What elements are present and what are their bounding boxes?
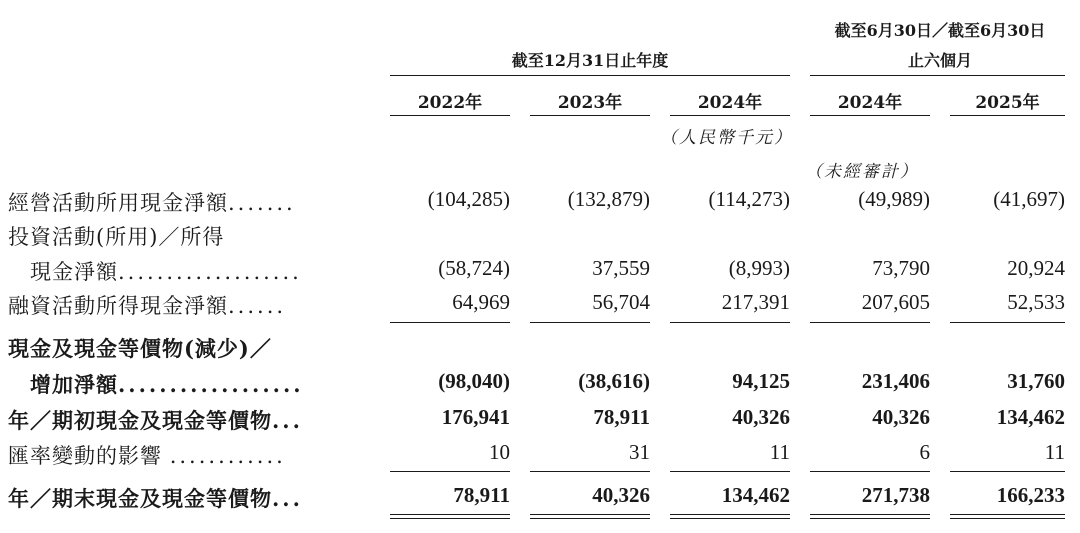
cell-closing-2024-annual: 134,462 xyxy=(721,483,790,507)
double-rule-bottom-2024-half xyxy=(810,518,930,519)
row-label-net-change-line1: 現金及現金等價物(減少)／ xyxy=(8,336,272,361)
column-rule-2025-half xyxy=(950,115,1065,116)
cell-investing-2023: 37,559 xyxy=(592,256,650,280)
column-header-2022: 2022年 xyxy=(417,93,483,113)
cell-operating-2025-half: (41,697) xyxy=(993,187,1065,211)
double-rule-bottom-2024-annual xyxy=(670,518,790,519)
cell-investing-2025-half: 20,924 xyxy=(1007,256,1065,280)
cell-fx-2022: 10 xyxy=(489,440,510,464)
column-rule-2024-half xyxy=(810,115,930,116)
half-year-group-rule xyxy=(810,75,1065,76)
row-label-operating-cash: 經營活動所用現金淨額....... xyxy=(8,191,296,215)
cell-net-change-2023: (38,616) xyxy=(578,369,650,393)
subtotal-rule-2024-half xyxy=(810,322,930,323)
cell-investing-2022: (58,724) xyxy=(438,256,510,280)
column-rule-2024-annual xyxy=(670,115,790,116)
cell-fx-2025-half: 11 xyxy=(1044,440,1065,464)
currency-note: （人民幣千元） xyxy=(660,128,793,148)
row-label-fx-effect: 匯率變動的影響 ............ xyxy=(8,444,286,468)
double-rule-top-2022 xyxy=(390,514,510,515)
subtotal-rule-2022 xyxy=(390,322,510,323)
cell-fx-2024-annual: 11 xyxy=(769,440,790,464)
cell-fx-2024-half: 6 xyxy=(919,440,930,464)
row-label-financing-cash: 融資活動所得現金淨額...... xyxy=(8,294,287,318)
subtotal-rule-2024-annual xyxy=(670,322,790,323)
cell-net-change-2024-annual: 94,125 xyxy=(732,369,790,393)
row-label-opening-balance: 年／期初現金及現金等價物... xyxy=(8,408,303,433)
cell-operating-2024-half: (49,989) xyxy=(858,187,930,211)
total-rule-2022 xyxy=(390,471,510,472)
cell-operating-2024-annual: (114,273) xyxy=(708,187,790,211)
double-rule-bottom-2023 xyxy=(530,518,650,519)
column-header-2024-annual: 2024年 xyxy=(697,93,763,113)
row-label-investing-cash: 現金淨額................... xyxy=(30,260,302,284)
row-label-net-change: 增加淨額.................. xyxy=(30,372,304,397)
cell-opening-2022: 176,941 xyxy=(441,405,510,429)
cell-investing-2024-annual: (8,993) xyxy=(728,256,790,280)
cell-closing-2023: 40,326 xyxy=(592,483,650,507)
cell-opening-2025-half: 134,462 xyxy=(996,405,1065,429)
cell-operating-2023: (132,879) xyxy=(567,187,650,211)
cell-financing-2023: 56,704 xyxy=(592,290,650,314)
cell-net-change-2022: (98,040) xyxy=(438,369,510,393)
column-header-2023: 2023年 xyxy=(557,93,623,113)
total-rule-2023 xyxy=(530,471,650,472)
column-rule-2023 xyxy=(530,115,650,116)
row-label-closing-balance: 年／期末現金及現金等價物... xyxy=(8,486,303,511)
annual-period-header: 截至12月31日止年度 xyxy=(511,51,669,70)
total-rule-2024-annual xyxy=(670,471,790,472)
unaudited-note: （未經審計） xyxy=(805,162,919,182)
cell-opening-2024-annual: 40,326 xyxy=(732,405,790,429)
cell-closing-2022: 78,911 xyxy=(453,483,510,507)
cell-net-change-2025-half: 31,760 xyxy=(1007,369,1065,393)
double-rule-bottom-2025-half xyxy=(950,518,1065,519)
subtotal-rule-2025-half xyxy=(950,322,1065,323)
cell-financing-2025-half: 52,533 xyxy=(1007,290,1065,314)
cell-investing-2024-half: 73,790 xyxy=(872,256,930,280)
double-rule-top-2023 xyxy=(530,514,650,515)
total-rule-2024-half xyxy=(810,471,930,472)
column-header-2024-half: 2024年 xyxy=(837,93,903,113)
double-rule-bottom-2022 xyxy=(390,518,510,519)
subtotal-rule-2023 xyxy=(530,322,650,323)
cell-closing-2024-half: 271,738 xyxy=(861,483,930,507)
cell-fx-2023: 31 xyxy=(629,440,650,464)
cell-opening-2024-half: 40,326 xyxy=(872,405,930,429)
cell-operating-2022: (104,285) xyxy=(427,187,510,211)
total-rule-2025-half xyxy=(950,471,1065,472)
cell-closing-2025-half: 166,233 xyxy=(996,483,1065,507)
half-year-period-header-line1: 截至6月30日／截至6月30日 xyxy=(834,21,1046,40)
double-rule-top-2025-half xyxy=(950,514,1065,515)
cell-financing-2022: 64,969 xyxy=(452,290,510,314)
cell-opening-2023: 78,911 xyxy=(593,405,650,429)
column-header-2025-half: 2025年 xyxy=(975,93,1040,113)
half-year-period-header-line2: 止六個月 xyxy=(907,51,972,70)
cell-net-change-2024-half: 231,406 xyxy=(861,369,930,393)
column-rule-2022 xyxy=(390,115,510,116)
cell-financing-2024-annual: 217,391 xyxy=(721,290,790,314)
annual-group-rule xyxy=(390,75,790,76)
cell-financing-2024-half: 207,605 xyxy=(861,290,930,314)
double-rule-top-2024-annual xyxy=(670,514,790,515)
double-rule-top-2024-half xyxy=(810,514,930,515)
row-label-investing-line1: 投資活動(所用)／所得 xyxy=(8,225,225,249)
